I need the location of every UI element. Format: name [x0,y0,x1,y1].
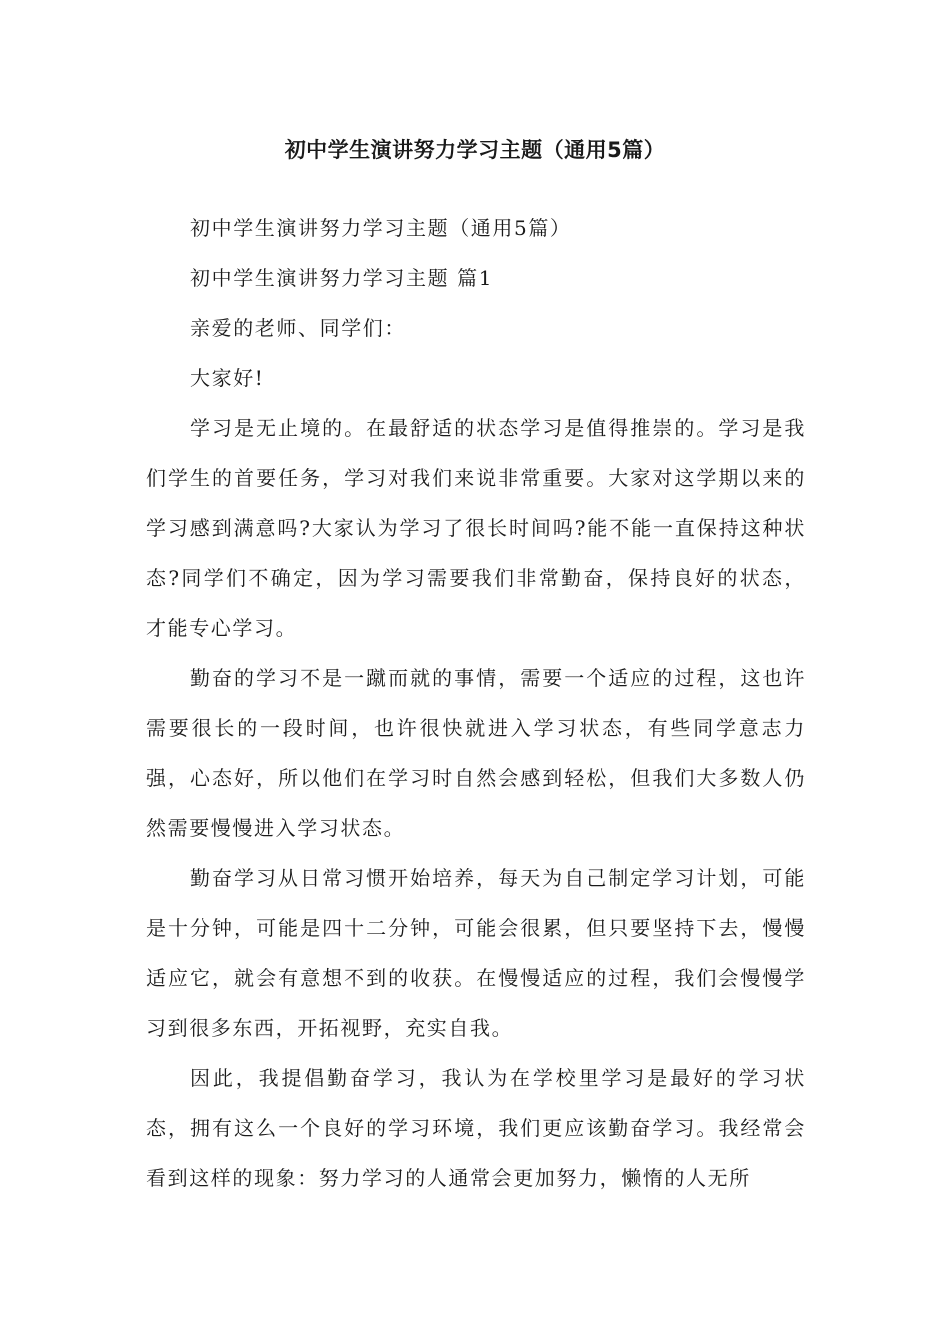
paragraph-heading-repeat: 初中学生演讲努力学习主题（通用5篇） [190,216,572,240]
document-title: 初中学生演讲努力学习主题（通用5篇） [284,138,666,162]
paragraph-body: 勤奋的学习不是一蹴而就的事情，需要一个适应的过程，这也许需要很长的一段时间，也许很快就进入学习状态，有些同学意志力强，心态好，所以他们在学习时自然会感到轻松，但我们大多数人仍然需要慢慢进入学习状态。 [146,666,806,840]
paragraph-body: 勤奋学习从日常习惯开始培养，每天为自己制定学习计划，可能是十分钟，可能是四十二分钟，可能会很累，但只要坚持下去，慢慢适应它，就会有意想不到的收获。在慢慢适应的过程，我们会慢慢学习到很多东西，开拓视野，充实自我。 [146,866,806,1040]
document-body [146,203,806,1203]
paragraph-greeting: 大家好! [190,366,265,390]
paragraph-body: 学习是无止境的。在最舒适的状态学习是值得推崇的。学习是我们学生的首要任务，学习对我们来说非常重要。大家对这学期以来的学习感到满意吗?大家认为学习了很长时间吗?能不能一直保持这种状态?同学们不确定，因为学习需要我们非常勤奋，保持良好的状态，才能专心学习。 [146,416,806,640]
paragraph-body: 因此，我提倡勤奋学习，我认为在学校里学习是最好的学习状态，拥有这么一个良好的学习环境，我们更应该勤奋学习。我经常会看到这样的现象：努力学习的人通常会更加努力，懒惰的人无所 [146,1066,806,1190]
paragraph-salutation: 亲爱的老师、同学们： [190,316,406,340]
paragraph-section-title: 初中学生演讲努力学习主题 篇1 [190,266,494,290]
